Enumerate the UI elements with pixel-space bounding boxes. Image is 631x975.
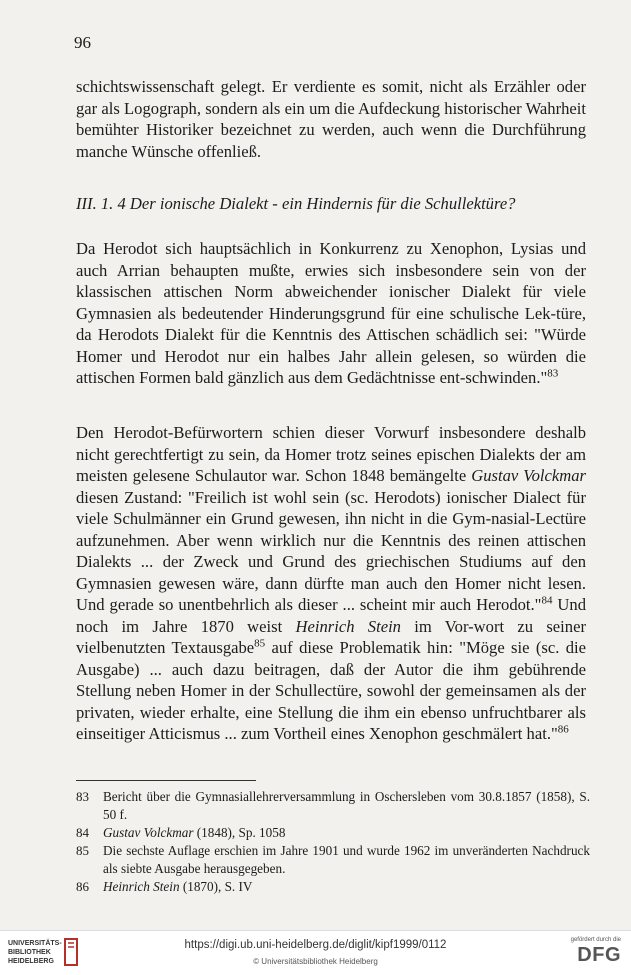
author-name-volckmar: Gustav Volckmar xyxy=(471,466,586,485)
footnote-author: Heinrich Stein xyxy=(103,879,180,894)
paragraph-3-part-e: auf diese Problematik hin: "Möge sie (sc. die Ausgabe) ... auch dazu beitragen, daß der Autor die ihm gebührende Stellung neben Homer in der Schullectüre, sowohl der gemeinsamen als der privaten, wieder erhalte, eine Stellung die ihm ein ebenso unfruchtbarer als einseitiger Atticismus ... zum Vortheil eines Xenophon geschmälert hat." xyxy=(76,638,586,743)
footnote-divider xyxy=(76,780,256,781)
viewer-footer xyxy=(0,930,631,975)
permalink-url[interactable]: https://digi.ub.uni-heidelberg.de/diglit/kipf1999/0112 xyxy=(184,939,447,951)
paragraph-1: schichtswissenschaft gelegt. Er verdiente es somit, nicht als Erzähler oder gar als Logograph, sondern als ein um die Aufdeckung historischer Wahrheit bemühter Historiker bezeichnet zu werden, auch wenn die Durchführung manche Wünsche offenließ. xyxy=(76,77,586,161)
library-logo-line: HEIDELBERG xyxy=(8,958,54,965)
footnote-citation: (1870), S. IV xyxy=(179,879,253,894)
dfg-funding-note: gefördert durch die xyxy=(570,937,621,943)
footnote-text: Bericht über die Gymnasiallehrerversammlung in Oschersleben vom 30.8.1857 (1858), S. 50 f. xyxy=(103,789,590,822)
footnote-83 xyxy=(76,788,590,823)
footnote-text xyxy=(103,878,590,896)
footnote-text: Die sechste Auflage erschien im Jahre 1901 und wurde 1962 im unveränderten Nachdruck als siebte Ausgabe herausgegeben. xyxy=(103,843,590,876)
library-logo-line: BIBLIOTHEK xyxy=(8,949,51,956)
library-logo-line: UNIVERSITÄTS- xyxy=(8,940,62,947)
footnote-number: 83 xyxy=(76,789,89,804)
footnote-ref-86: 86 xyxy=(557,723,569,736)
paragraph-2 xyxy=(76,238,586,389)
footnote-number: 85 xyxy=(76,843,89,858)
footnote-84 xyxy=(76,824,590,842)
section-heading: III. 1. 4 Der ionische Dialekt - ein Hindernis für die Schullektüre? xyxy=(76,194,516,213)
paragraph-3-part-b: diesen Zustand: "Freilich ist wohl sein (sc. Herodots) ionischer Dialect für viele Schulmänner ein Grund gewesen, ihn nicht in die Gym-nasial-Lectüre aufzunehmen. Aber wenn wirklich nur die Kenntnis des reinen attischen Dialekts ... der Zweck und Grund des griechischen Studiums auf den Gymnasien gewesen wäre, dann dürfte man auch den Homer nicht lesen. Und gerade so unentbehrlich als dieser ... scheint mir auch Herodot." xyxy=(76,487,586,614)
author-name-stein: Heinrich Stein xyxy=(295,616,401,636)
paragraph-3 xyxy=(76,422,586,745)
footnote-number: 84 xyxy=(76,825,89,840)
footnote-ref-84: 84 xyxy=(541,594,553,607)
footnote-86 xyxy=(76,878,590,896)
footnote-author: Gustav Volckmar xyxy=(103,825,194,840)
footnote-text xyxy=(103,824,590,842)
copyright-notice: © Universitätsbibliothek Heidelberg xyxy=(253,957,378,966)
footnote-citation: (1848), Sp. 1058 xyxy=(193,825,286,840)
paragraph-3-part-a: Den Herodot-Befürwortern schien dieser Vorwurf insbesondere deshalb nicht gerechtfertigt zu sein, da Homer trotz seines epischen Dialekts der am meisten gelesene Schulautor war. Schon 1848 bemängelte xyxy=(76,423,586,485)
page-number: 96 xyxy=(74,33,91,52)
paragraph-3-part-c: Und noch im Jahre 1870 weist xyxy=(76,595,586,636)
footnote-ref-85: 85 xyxy=(254,637,266,650)
paragraph-2-text: Da Herodot sich hauptsächlich in Konkurrenz zu Xenophon, Lysias und auch Arrian behaupten mußte, erwies sich insbesondere sein von der klassischen attischen Norm abweichender ionischer Dialekt für viele Gymnasien als bedeutender Hinderungsgrund für eine schulische Lek-türe, da Herodots Dialekt für die Kenntnis des Attischen schädlich sei: "Würde Homer und Herodot nur ein halbes Jahr allein gelesen, so würden die attischen Formen bald gänzlich aus dem Gedächtnisse ent-schwinden." xyxy=(76,239,586,387)
dfg-logo[interactable]: DFG xyxy=(577,944,621,966)
footnote-ref-83: 83 xyxy=(547,367,559,380)
paragraph-3-part-d: im Vor-wort zu seiner vielbenutzten Textausgabe xyxy=(76,616,586,657)
footnote-85 xyxy=(76,842,590,877)
footnote-number: 86 xyxy=(76,879,89,894)
